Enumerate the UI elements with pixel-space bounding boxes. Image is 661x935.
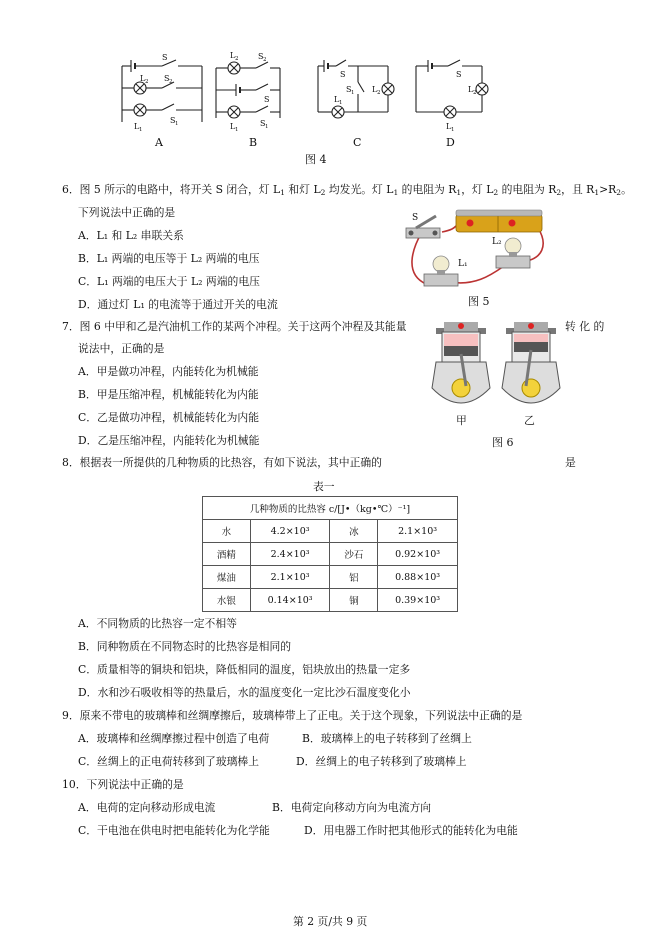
- label-sub: 2: [145, 79, 149, 85]
- figure-5-label-s: S: [412, 213, 419, 223]
- q7-line1: 7．图 6 中甲和乙是汽油机工作的某两个冲程。关于这两个冲程及其能量: [62, 320, 407, 333]
- q7-line2: 说法中，正确的是: [78, 342, 165, 355]
- label-s: S: [456, 70, 462, 79]
- label-sub: 2: [235, 56, 239, 62]
- figure-6-caption: 图 6: [492, 436, 514, 449]
- table-cell: 水银: [203, 589, 251, 612]
- label-sub: 2: [169, 79, 173, 85]
- q6-line2: 下列说法中正确的是: [78, 206, 176, 219]
- table-title: 几种物质的比热容 c/[J•（kg•℃）⁻¹]: [203, 497, 458, 520]
- label-l: L: [134, 122, 140, 131]
- label-l: L: [230, 122, 236, 131]
- table-row: [203, 566, 458, 589]
- label-s: S: [162, 53, 168, 62]
- q7-option-a: A．甲是做功冲程，内能转化为机械能: [78, 365, 259, 378]
- label-sub: 1: [351, 90, 355, 96]
- q9-option-b: B．玻璃棒上的电子转移到了丝绸上: [302, 732, 472, 745]
- label-sub: 1: [235, 127, 239, 133]
- table-row: [203, 520, 458, 543]
- q10-option-d: D．用电器工作时把其他形式的能转化为电能: [304, 824, 518, 837]
- label-s: S: [340, 70, 346, 79]
- table-cell: 冰: [330, 520, 378, 543]
- figure-6-engines: [430, 318, 565, 420]
- q6-option-a: A．L₁ 和 L₂ 串联关系: [78, 229, 184, 242]
- label-sub: 2: [473, 90, 477, 96]
- q7-option-c: C．乙是做功冲程，机械能转化为内能: [78, 411, 260, 424]
- table-cell: 酒精: [203, 543, 251, 566]
- figure-4: [110, 46, 510, 154]
- q7-option-d: D．乙是压缩冲程，内能转化为机械能: [78, 434, 260, 447]
- page-number: 第 2 页/共 9 页: [293, 915, 368, 928]
- option-label-a: A: [155, 136, 163, 149]
- label-s: S: [346, 85, 352, 94]
- q6-option-d: D．通过灯 L₁ 的电流等于通过开关的电流: [78, 298, 278, 311]
- table-cell: 水: [203, 520, 251, 543]
- specific-heat-table: [202, 496, 458, 612]
- label-s: S: [264, 95, 270, 104]
- q10-option-a: A．电荷的定向移动形成电流: [78, 801, 216, 814]
- table-cell: 0.14×10³: [250, 589, 330, 612]
- option-label-c: C: [353, 136, 362, 149]
- q8-option-b: B．同种物质在不同物态时的比热容是相同的: [78, 640, 292, 653]
- table-cell: 2.1×10³: [378, 520, 458, 543]
- label-l: L: [140, 74, 146, 83]
- figure-5-illustration: [394, 204, 554, 296]
- q9-option-a: A．玻璃棒和丝绸摩擦过程中创造了电荷: [78, 732, 270, 745]
- engine-jia: [432, 322, 490, 403]
- label-s: S: [260, 119, 266, 128]
- figure-5-label-l1: L₁: [458, 259, 468, 269]
- circuit-b: [216, 62, 280, 118]
- table-cell: 2.1×10³: [250, 566, 330, 589]
- table-cell: 0.92×10³: [378, 543, 458, 566]
- q10-line1: 10．下列说法中正确的是: [62, 778, 184, 791]
- table-cell: 沙石: [330, 543, 378, 566]
- q8-option-a: A．不同物质的比热容一定不相等: [78, 617, 237, 630]
- q10-option-c: C．干电池在供电时把电能转化为化学能: [78, 824, 270, 837]
- q10-option-b: B．电荷定向移动方向为电流方向: [272, 801, 432, 814]
- figure-6-label-jia: 甲: [456, 414, 467, 427]
- label-l: L: [230, 51, 236, 60]
- q6-option-c: C．L₁ 两端的电压大于 L₂ 两端的电压: [78, 275, 260, 288]
- table-cell: 0.39×10³: [378, 589, 458, 612]
- q9-line1: 9．原来不带电的玻璃棒和丝绸摩擦后，玻璃棒带上了正电。关于这个现象，下列说法中正确的是: [62, 709, 523, 722]
- label-l: L: [468, 85, 474, 94]
- q9-option-d: D．丝绸上的电子转移到了玻璃棒上: [296, 755, 467, 768]
- label-l: L: [334, 95, 340, 104]
- figure-5-label-l2: L₂: [492, 237, 502, 247]
- label-l: L: [446, 122, 452, 131]
- table-cell: 0.88×10³: [378, 566, 458, 589]
- q8-line1-tail: 是: [565, 456, 576, 469]
- table-cell: 煤油: [203, 566, 251, 589]
- table-row: [203, 543, 458, 566]
- q8-option-c: C．质量相等的铜块和铝块，降低相同的温度，铝块放出的热量一定多: [78, 663, 411, 676]
- label-s: S: [170, 116, 176, 125]
- q8-line1: 8．根据表一所提供的几种物质的比热容，有如下说法，其中正确的: [62, 456, 382, 469]
- q6-option-b: B．L₁ 两端的电压等于 L₂ 两端的电压: [78, 252, 260, 265]
- label-sub: 2: [377, 90, 381, 96]
- label-sub: 1: [175, 121, 179, 127]
- table-cell: 铜: [330, 589, 378, 612]
- figure-5-caption: 图 5: [468, 295, 490, 308]
- table-cell: 铝: [330, 566, 378, 589]
- table-cell: 4.2×10³: [250, 520, 330, 543]
- label-sub: 1: [265, 124, 269, 130]
- figure-6-label-yi: 乙: [524, 414, 535, 427]
- q6-line1: 6．图 5 所示的电路中，将开关 S 闭合，灯 $L_1$ 和灯 $L_2$ 均发光。灯 $L_1$ 的电阻为 $R_1$，灯 $L_2$ 的电阻为 $R_2$，且 $R_1>R_2$。: [62, 183, 632, 197]
- label-s: S: [258, 52, 264, 61]
- label-sub: 1: [451, 127, 455, 133]
- label-s: S: [164, 74, 170, 83]
- label-sub: 2: [263, 57, 267, 63]
- label-l: L: [372, 85, 378, 94]
- q9-option-c: C．丝绸上的正电荷转移到了玻璃棒上: [78, 755, 260, 768]
- circuit-c: [318, 60, 394, 118]
- q7-option-b: B．甲是压缩冲程，机械能转化为内能: [78, 388, 259, 401]
- circuit-d: [416, 60, 488, 118]
- option-label-d: D: [446, 136, 455, 149]
- table-label: 表一: [313, 480, 335, 493]
- q8-option-d: D．水和沙石吸收相等的热量后，水的温度变化一定比沙石温度变化小: [78, 686, 411, 699]
- circuit-a: [122, 60, 202, 122]
- table-cell: 2.4×10³: [250, 543, 330, 566]
- table-row: [203, 589, 458, 612]
- engine-yi: [502, 322, 560, 403]
- option-label-b: B: [249, 136, 258, 149]
- figure-4-caption: 图 4: [305, 153, 327, 166]
- q7-line1-tail: 转 化 的: [565, 320, 605, 333]
- label-sub: 1: [139, 127, 143, 133]
- label-sub: 1: [339, 100, 343, 106]
